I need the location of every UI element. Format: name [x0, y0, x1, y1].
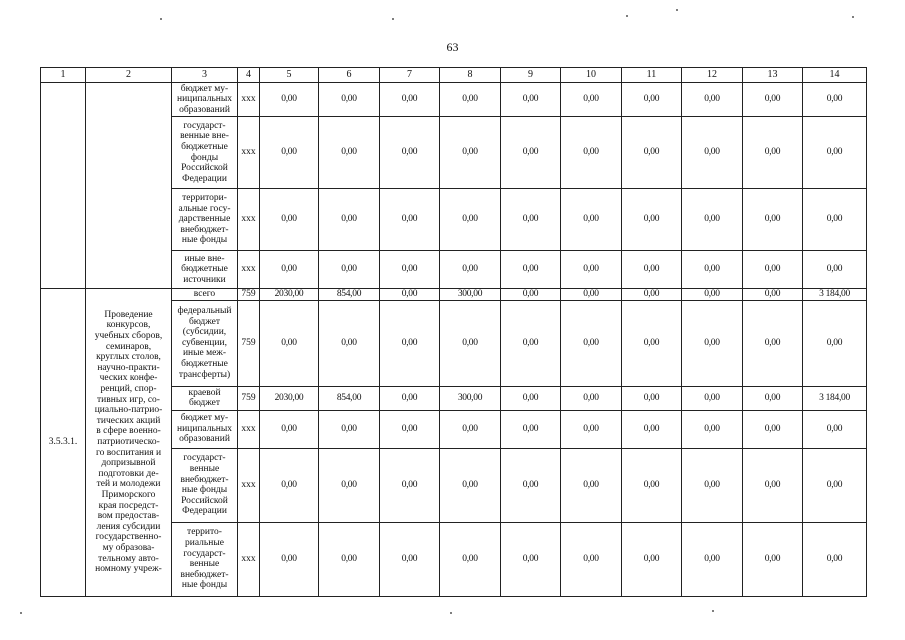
- value-cell: 0,00: [803, 117, 867, 189]
- value-cell: 0,00: [682, 289, 743, 301]
- value-cell: 0,00: [622, 300, 682, 386]
- value-cell: 0,00: [682, 251, 743, 289]
- value-cell: 0,00: [622, 117, 682, 189]
- header-row: [41, 68, 867, 83]
- funding-source-cell: территори- альные госу- дарственные внебюджет- ные фонды: [172, 189, 238, 251]
- value-cell: 0,00: [743, 189, 803, 251]
- value-cell: 0,00: [319, 251, 380, 289]
- item-code-cell: 3.5.3.1.: [41, 289, 86, 597]
- value-cell: 3 184,00: [803, 289, 867, 301]
- value-cell: 2030,00: [260, 289, 319, 301]
- value-cell: 0,00: [319, 189, 380, 251]
- value-cell: 0,00: [743, 448, 803, 522]
- unit-code-cell: ххх: [238, 522, 260, 596]
- unit-code-cell: ххх: [238, 117, 260, 189]
- value-cell: 0,00: [682, 189, 743, 251]
- value-cell: 3 184,00: [803, 386, 867, 410]
- value-cell: 0,00: [682, 448, 743, 522]
- unit-code-cell: 759: [238, 289, 260, 301]
- value-cell: 0,00: [380, 189, 440, 251]
- value-cell: 0,00: [743, 522, 803, 596]
- code-cell-empty: [41, 83, 86, 289]
- column-header: 13: [743, 68, 803, 83]
- unit-code-cell: ххх: [238, 251, 260, 289]
- value-cell: 0,00: [682, 410, 743, 448]
- scan-speck: [450, 612, 452, 614]
- value-cell: 0,00: [743, 386, 803, 410]
- table-body: [41, 83, 867, 597]
- funding-source-cell: краевой бюджет: [172, 386, 238, 410]
- scan-speck: [160, 18, 162, 20]
- value-cell: 0,00: [440, 300, 501, 386]
- value-cell: 0,00: [319, 410, 380, 448]
- value-cell: 0,00: [622, 410, 682, 448]
- column-header: 2: [86, 68, 172, 83]
- page-number: 63: [446, 40, 459, 54]
- value-cell: 854,00: [319, 289, 380, 301]
- name-cell-empty: [86, 83, 172, 289]
- scan-speck: [20, 612, 22, 614]
- table-row: [41, 83, 867, 117]
- funding-source-cell: бюджет му- ниципальных образований: [172, 410, 238, 448]
- value-cell: 0,00: [743, 117, 803, 189]
- column-header: 8: [440, 68, 501, 83]
- value-cell: 0,00: [682, 386, 743, 410]
- value-cell: 0,00: [319, 522, 380, 596]
- value-cell: 0,00: [561, 386, 622, 410]
- value-cell: 0,00: [260, 117, 319, 189]
- value-cell: 300,00: [440, 289, 501, 301]
- column-header: 11: [622, 68, 682, 83]
- value-cell: 0,00: [803, 83, 867, 117]
- value-cell: 0,00: [743, 300, 803, 386]
- value-cell: 0,00: [440, 83, 501, 117]
- value-cell: 0,00: [440, 522, 501, 596]
- value-cell: 0,00: [561, 117, 622, 189]
- value-cell: 0,00: [260, 410, 319, 448]
- budget-table: [40, 67, 867, 597]
- value-cell: 0,00: [682, 117, 743, 189]
- value-cell: 300,00: [440, 386, 501, 410]
- column-header: 5: [260, 68, 319, 83]
- column-header: 1: [41, 68, 86, 83]
- value-cell: 0,00: [440, 410, 501, 448]
- unit-code-cell: ххх: [238, 410, 260, 448]
- unit-code-cell: 759: [238, 300, 260, 386]
- value-cell: 0,00: [561, 289, 622, 301]
- value-cell: 0,00: [682, 300, 743, 386]
- funding-source-cell: федеральный бюджет (субсидии, субвенции, иные меж- бюджетные трансферты): [172, 300, 238, 386]
- value-cell: 0,00: [260, 251, 319, 289]
- value-cell: 0,00: [561, 448, 622, 522]
- value-cell: 0,00: [319, 448, 380, 522]
- value-cell: 0,00: [260, 522, 319, 596]
- value-cell: 0,00: [380, 410, 440, 448]
- value-cell: 0,00: [803, 189, 867, 251]
- value-cell: 0,00: [743, 410, 803, 448]
- value-cell: 854,00: [319, 386, 380, 410]
- value-cell: 0,00: [380, 289, 440, 301]
- value-cell: 0,00: [622, 83, 682, 117]
- value-cell: 0,00: [803, 251, 867, 289]
- value-cell: 0,00: [743, 83, 803, 117]
- value-cell: 0,00: [440, 251, 501, 289]
- value-cell: 0,00: [380, 251, 440, 289]
- value-cell: 0,00: [501, 251, 561, 289]
- funding-source-cell: иные вне- бюджетные источники: [172, 251, 238, 289]
- value-cell: 0,00: [260, 300, 319, 386]
- value-cell: 0,00: [380, 522, 440, 596]
- scan-speck: [852, 16, 854, 18]
- value-cell: 0,00: [380, 83, 440, 117]
- value-cell: 0,00: [380, 117, 440, 189]
- column-header: 9: [501, 68, 561, 83]
- value-cell: 0,00: [682, 83, 743, 117]
- column-header: 7: [380, 68, 440, 83]
- column-header: 10: [561, 68, 622, 83]
- value-cell: 0,00: [622, 189, 682, 251]
- funding-source-cell: всего: [172, 289, 238, 301]
- unit-code-cell: ххх: [238, 189, 260, 251]
- funding-source-cell: террито- риальные государст- венные внебюджет- ные фонды: [172, 522, 238, 596]
- value-cell: 0,00: [803, 448, 867, 522]
- unit-code-cell: ххх: [238, 83, 260, 117]
- value-cell: 0,00: [501, 410, 561, 448]
- column-header: 12: [682, 68, 743, 83]
- value-cell: 0,00: [561, 83, 622, 117]
- column-header: 14: [803, 68, 867, 83]
- column-header: 4: [238, 68, 260, 83]
- scan-speck: [676, 9, 678, 11]
- value-cell: 0,00: [622, 448, 682, 522]
- value-cell: 0,00: [743, 251, 803, 289]
- value-cell: 0,00: [501, 386, 561, 410]
- value-cell: 0,00: [743, 289, 803, 301]
- value-cell: 0,00: [501, 83, 561, 117]
- value-cell: 0,00: [440, 117, 501, 189]
- value-cell: 0,00: [260, 83, 319, 117]
- unit-code-cell: 759: [238, 386, 260, 410]
- value-cell: 0,00: [561, 522, 622, 596]
- value-cell: 0,00: [622, 289, 682, 301]
- value-cell: 0,00: [501, 448, 561, 522]
- funding-source-cell: бюджет му- ниципальных образований: [172, 83, 238, 117]
- value-cell: 0,00: [803, 522, 867, 596]
- item-name-cell: Проведение конкурсов, учебных сборов, семинаров, круглых столов, научно-практи- ческих конфе- ренций, спор- тивных игр, со- циально-патрио- тических акций в сфере военно- патриотическо- го воспитания и допризывной подготовки де- тей и молодежи Приморского края посредст- вом предостав- ления субсидии государственно- му образова- тельному авто- номному учреж-: [86, 289, 172, 597]
- value-cell: 0,00: [319, 300, 380, 386]
- value-cell: 0,00: [440, 189, 501, 251]
- scan-speck: [392, 18, 394, 20]
- value-cell: 0,00: [622, 386, 682, 410]
- value-cell: 0,00: [501, 289, 561, 301]
- value-cell: 0,00: [682, 522, 743, 596]
- value-cell: 0,00: [561, 300, 622, 386]
- value-cell: 0,00: [561, 410, 622, 448]
- value-cell: 0,00: [561, 189, 622, 251]
- value-cell: 0,00: [380, 386, 440, 410]
- scan-speck: [712, 610, 714, 612]
- value-cell: 0,00: [803, 410, 867, 448]
- value-cell: 0,00: [622, 522, 682, 596]
- unit-code-cell: ххх: [238, 448, 260, 522]
- value-cell: 0,00: [501, 300, 561, 386]
- value-cell: 0,00: [440, 448, 501, 522]
- value-cell: 0,00: [319, 117, 380, 189]
- funding-source-cell: государст- венные внебюджет- ные фонды Российской Федерации: [172, 448, 238, 522]
- value-cell: 2030,00: [260, 386, 319, 410]
- value-cell: 0,00: [380, 448, 440, 522]
- value-cell: 0,00: [561, 251, 622, 289]
- table-row: [41, 289, 867, 301]
- value-cell: 0,00: [501, 522, 561, 596]
- value-cell: 0,00: [501, 117, 561, 189]
- scan-speck: [626, 15, 628, 17]
- column-header: 3: [172, 68, 238, 83]
- value-cell: 0,00: [319, 83, 380, 117]
- value-cell: 0,00: [622, 251, 682, 289]
- column-header: 6: [319, 68, 380, 83]
- value-cell: 0,00: [380, 300, 440, 386]
- value-cell: 0,00: [260, 189, 319, 251]
- funding-source-cell: государст- венные вне- бюджетные фонды Российской Федерации: [172, 117, 238, 189]
- value-cell: 0,00: [803, 300, 867, 386]
- value-cell: 0,00: [501, 189, 561, 251]
- value-cell: 0,00: [260, 448, 319, 522]
